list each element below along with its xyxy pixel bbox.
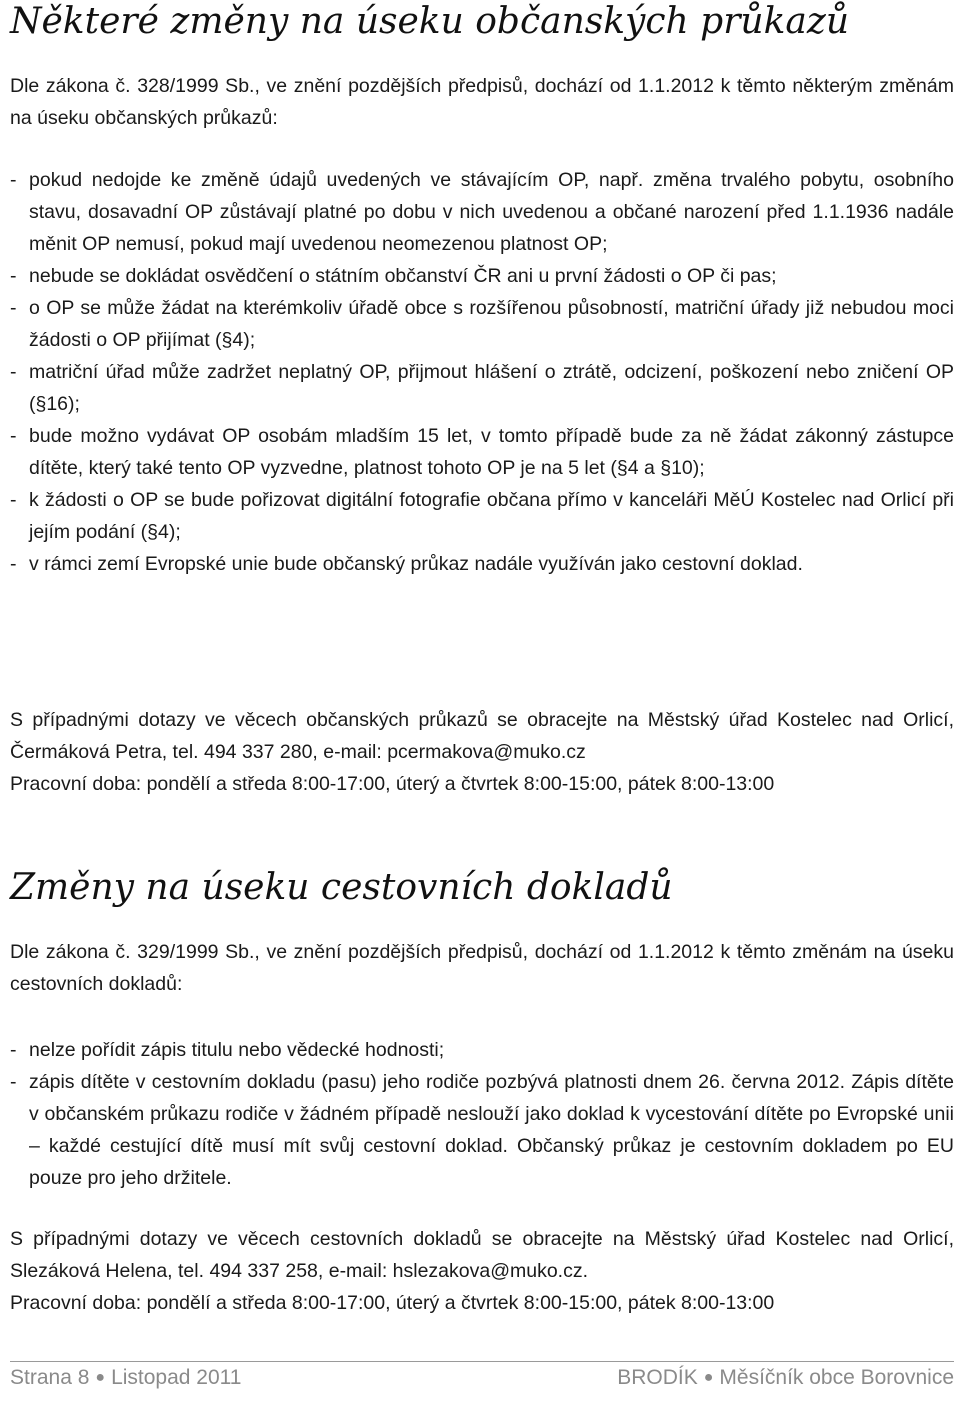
list-item: - zápis dítěte v cestovním dokladu (pasu) jeho rodiče pozbývá platnosti dnem 26. června 2012. Zápis dítěte v občanském průkazu rodiče v žádném případě neslouží jako doklad k vycestování dítěte po Evropské unii – každé cestující dítě musí mít svůj cestovní doklad. Občanský průkaz je cestovním dokladem po EU pouze pro jeho držitele.: [10, 1066, 954, 1194]
footer-publication: BRODÍK: [617, 1366, 698, 1389]
footer-page-number: Strana 8: [10, 1366, 90, 1389]
section2-list-block: [10, 1034, 954, 1194]
footer-left: [10, 1366, 241, 1390]
list-item: - bude možno vydávat OP osobám mladším 15 let, v tomto případě bude za ně žádat zákonný zástupce dítěte, který také tento OP vyzvedne, platnost tohoto OP je na 5 let (§4 a §10);: [10, 420, 954, 484]
list-item: - o OP se může žádat na kterémkoliv úřadě obce s rozšířenou působností, matriční úřady již nebudou moci žádosti o OP přijímat (§4);: [10, 292, 954, 356]
bullet-icon: ●: [703, 1369, 714, 1386]
footer-subtitle: Měsíčník obce Borovnice: [719, 1366, 954, 1389]
list-item: - v rámci zemí Evropské unie bude občanský průkaz nadále využíván jako cestovní doklad.: [10, 548, 954, 580]
footer-date: Listopad 2011: [111, 1366, 242, 1389]
section2-intro: Dle zákona č. 329/1999 Sb., ve znění pozdějších předpisů, dochází od 1.1.2012 k těmto změnám na úseku cestovních dokladů:: [10, 941, 954, 995]
bullet-icon: ●: [95, 1369, 106, 1386]
section1-intro: Dle zákona č. 328/1999 Sb., ve znění pozdějších předpisů, dochází od 1.1.2012 k těmto některým změnám na úseku občanských průkazů:: [10, 75, 954, 129]
section1-list: [10, 164, 954, 580]
section2-contact: S případnými dotazy ve věcech cestovních dokladů se obracejte na Městský úřad Kostelec nad Orlicí, Slezáková Helena, tel. 494 337 258, e-mail: hslezakova@muko.cz.: [10, 1228, 954, 1282]
section2-intro-block: [10, 936, 954, 1000]
section1-contact-block: [10, 704, 954, 800]
section2-contact-block: [10, 1223, 954, 1319]
section1-contact: S případnými dotazy ve věcech občanských průkazů se obracejte na Městský úřad Kostelec nad Orlicí, Čermáková Petra, tel. 494 337 280, e-mail: pcermakova@muko.cz: [10, 709, 954, 763]
section1-title: Některé změny na úseku občanských průkazů: [10, 1, 850, 42]
section2-list: [10, 1034, 954, 1194]
list-item: - nebude se dokládat osvědčení o státním občanství ČR ani u první žádosti o OP či pas;: [10, 260, 954, 292]
list-item: - pokud nedojde ke změně údajů uvedených ve stávajícím OP, např. změna trvalého pobytu, osobního stavu, dosavadní OP zůstávají platné po dobu v nich uvedenou a občané narození před 1.1.1936 nadále měnit OP nemusí, pokud mají uvedenou neomezenou platnost OP;: [10, 164, 954, 260]
footer-right: [617, 1366, 954, 1390]
list-item: - matriční úřad může zadržet neplatný OP, přijmout hlášení o ztrátě, odcizení, poškození nebo zničení OP (§16);: [10, 356, 954, 420]
section2-hours: Pracovní doba: pondělí a středa 8:00-17:00, úterý a čtvrtek 8:00-15:00, pátek 8:00-13:00: [10, 1292, 775, 1314]
section1-intro-block: [10, 70, 954, 134]
list-item: - k žádosti o OP se bude pořizovat digitální fotografie občana přímo v kanceláři MěÚ Kostelec nad Orlicí při jejím podání (§4);: [10, 484, 954, 548]
page-footer: [10, 1361, 954, 1390]
section1-list-block: [10, 164, 954, 580]
section2-title: Změny na úseku cestovních dokladů: [10, 867, 673, 908]
section1-hours: Pracovní doba: pondělí a středa 8:00-17:00, úterý a čtvrtek 8:00-15:00, pátek 8:00-13:00: [10, 773, 775, 795]
list-item: - nelze pořídit zápis titulu nebo vědecké hodnosti;: [10, 1034, 954, 1066]
